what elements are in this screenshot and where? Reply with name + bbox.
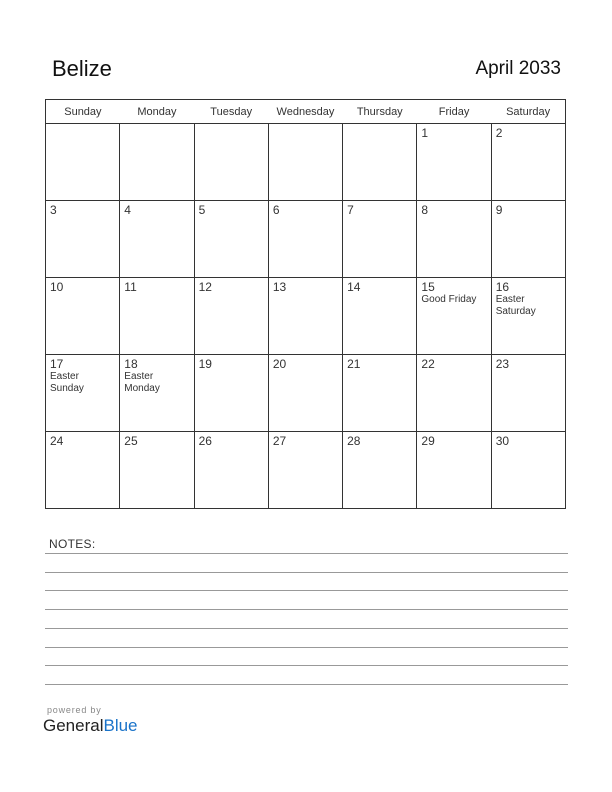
day-number: 5 [198,203,206,217]
day-cell [194,201,268,278]
day-number: 15 [421,280,435,294]
day-number: 7 [347,203,354,217]
brand-general: General [43,716,104,735]
day-cell [268,124,342,201]
day-number: 9 [495,203,503,217]
day-number: 24 [50,434,64,448]
day-cell [120,124,194,201]
day-number: 13 [272,280,287,294]
day-cell [417,355,491,432]
day-cell [491,201,565,278]
day-cell [46,201,120,278]
week-row [46,124,566,201]
weekday-header: Monday [120,100,194,124]
day-cell [194,278,268,355]
day-cell [491,124,565,201]
note-line [45,684,568,685]
day-number: 29 [421,434,435,448]
day-number: 2 [495,126,503,140]
note-line [45,572,568,573]
day-cell [194,124,268,201]
country-title: Belize [52,56,112,81]
day-number: 1 [421,126,429,140]
weekday-header: Wednesday [268,100,342,124]
weekday-header: Saturday [491,100,565,124]
day-cell [194,432,268,509]
notes-label: NOTES: [49,537,96,551]
day-number: 22 [421,357,435,371]
day-number: 8 [421,203,429,217]
day-number: 28 [347,434,361,448]
day-number: 27 [272,434,287,448]
day-number: 16 [495,280,510,294]
powered-by-text: powered by [47,705,102,715]
week-row [46,355,566,432]
day-cell [268,201,342,278]
day-number: 23 [495,357,510,371]
week-row [46,201,566,278]
day-number: 12 [198,280,212,294]
note-line [45,628,568,629]
note-line [45,647,568,648]
day-number: 3 [50,203,57,217]
weekday-header: Friday [417,100,491,124]
weekday-header-row [46,100,566,124]
day-cell [343,201,417,278]
day-cell [343,432,417,509]
day-cell [46,355,120,432]
day-number: 19 [198,357,212,371]
note-line [45,590,568,591]
day-cell [343,355,417,432]
day-number: 17 [50,357,64,371]
note-line [45,553,568,554]
calendar-grid [45,99,566,509]
day-number: 18 [124,357,138,371]
weekday-header: Tuesday [194,100,268,124]
day-cell [120,432,194,509]
holiday-label: Good Friday [421,294,477,305]
day-number: 10 [50,280,64,294]
week-row [46,278,566,355]
holiday-label: Easter Saturday [495,294,536,317]
day-cell [120,355,194,432]
brand-logo [43,716,138,736]
brand-blue: Blue [103,716,138,735]
day-cell [491,355,565,432]
weekday-header: Sunday [46,100,120,124]
note-line [45,665,568,666]
day-number: 4 [124,203,131,217]
day-number: 6 [272,203,280,217]
day-number: 20 [272,357,287,371]
day-number: 14 [347,280,361,294]
holiday-label: Easter Sunday [50,371,84,394]
day-cell [417,278,491,355]
day-number: 11 [124,280,137,294]
weekday-header: Thursday [343,100,417,124]
day-cell [120,278,194,355]
holiday-label: Easter Monday [124,371,160,394]
note-line [45,609,568,610]
week-row [46,432,566,509]
day-cell [343,278,417,355]
day-cell [417,201,491,278]
day-cell [491,432,565,509]
day-cell [46,432,120,509]
day-cell [491,278,565,355]
day-number: 25 [124,434,138,448]
day-cell [417,432,491,509]
day-cell [343,124,417,201]
day-number: 30 [495,434,510,448]
day-cell [268,278,342,355]
day-cell [417,124,491,201]
month-title: April 2033 [475,58,561,79]
day-number: 21 [347,357,361,371]
day-cell [46,278,120,355]
day-cell [194,355,268,432]
day-cell [268,355,342,432]
day-cell [46,124,120,201]
day-number: 26 [198,434,212,448]
day-cell [268,432,342,509]
day-cell [120,201,194,278]
